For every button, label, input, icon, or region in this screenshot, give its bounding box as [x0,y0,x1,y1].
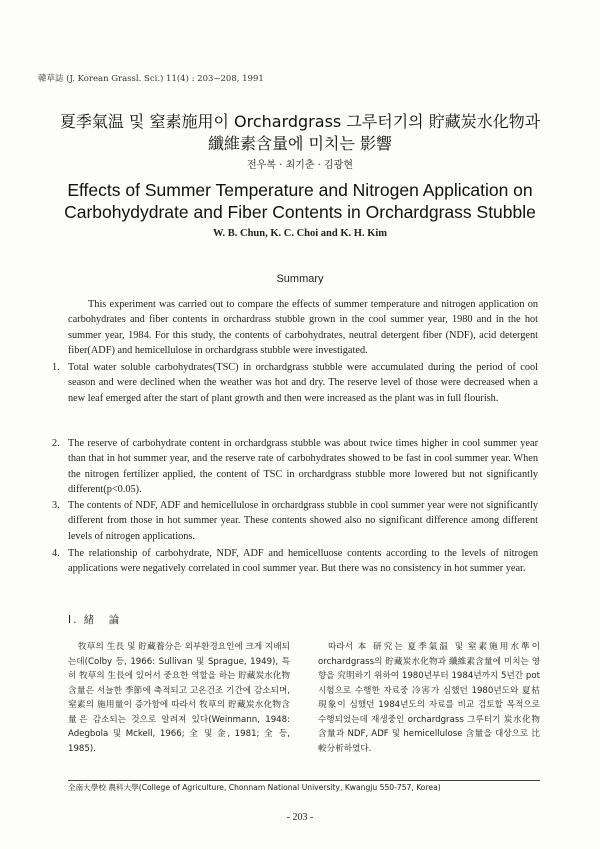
english-authors: W. B. Chun, K. C. Choi and K. H. Kim [212,228,388,239]
page-number: - 203 - [286,812,314,823]
introduction-right-column: 따라서 本 研究는 夏季氣温 및 窒素施用水準이 orchardgrass의 貯藏炭水化物과 纖維素含量에 미치는 영향을 究明하기 위하여 1980년부터 1984년까지 5년간 pot 시험으로 수행한 자료중 冷害가 심했던 1980년도와 夏枯現象이 심했던 1984년도의 자료를 비교 검토할 목적으로 수행되었는데 재생중인 orchardgrass 그루터기 炭水化物含量과 NDF, ADF 및 hemicellulose 含量을 대상으로 比較分析하였다. [318,642,540,754]
summary-item-number: 3. [52,500,60,511]
summary-item-text: The contents of NDF, ADF and hemicellulose in orchardgrass stubble in cool summer year were not significantly different from those in hot summer year. These contents showed also no significant difference among different levels of nitrogen applications. [68,500,538,542]
summary-item-number: 1. [52,362,60,373]
english-title-line-2: Carbohydydrate and Fiber Contents in Orchardgrass Stubble [64,202,536,222]
author-affiliation: 全南大學校 農科大學(College of Agriculture, Chonnam National University, Kwangju 550-757, Korea) [68,783,441,792]
korean-title-line-2: 纖維素含量에 미치는 影響 [208,134,392,153]
summary-item-text: The reserve of carbohydrate content in orchardgrass stubble was about twice times higher in cool summer year than that in hot summer year, and the reserve rate of carbohydrates showed to be fast in cool summer year. When the nitrogen fertilizer applied, the content of TSC in orchardgrass stubble more lowered but not significantly different(p<0.05). [68,438,538,496]
footnote-divider [68,780,540,781]
korean-authors: 전우복 · 최기춘 · 김광현 [246,160,353,171]
summary-item-number: 4. [52,548,60,559]
introduction-heading: I. 緒 論 [68,614,122,626]
summary-heading: Summary [276,273,324,285]
summary-item-text: Total water soluble carbohydrates(TSC) in orchardgrass stubble were accumulated during the period of cool season and were declined when the weather was hot and dry. The reserve level of those were decreased when a new leaf emerged after the start of plant growth and then were increased as the plant was in full flourish. [68,362,538,404]
english-title-line-1: Effects of Summer Temperature and Nitrogen Application on [67,180,533,200]
summary-item-number: 2. [52,438,60,449]
summary-item-text: The relationship of carbohydrate, NDF, ADF and hemicelluose contents according to the levels of nitrogen applications were negatively correlated in cool summer year. But there was no consistency in hot summer year. [68,548,538,575]
korean-title-line-1: 夏季氣温 및 窒素施用이 Orchardgrass 그루터기의 貯藏炭水化物과 [59,112,541,131]
introduction-left-column: 牧草의 生長 및 貯藏養分은 외부환경요인에 크게 지배되는데(Colby 등, 1966: Sullivan 및 Sprague, 1949), 특히 牧草의 生長에 있어서 중요한 역할을 하는 貯藏炭水化物含量은 서늘한 季節에 축적되고 고온건조 기간에 감소되며, 窒素의 施用量이 증가함에 따라서 牧草의 貯藏炭水化物含量은 감소되는 것으로 알려져 있다(Weinmann, 1948: Adegbola 및 Mckell, 1966; 全 및 金, 1981; 全 등, 1985). [68,642,290,754]
summary-item-2 [52,436,538,498]
summary-item-1 [52,360,538,406]
summary-item-4 [52,546,538,577]
journal-reference: 韓草誌 (J. Korean Grassl. Sci.) 11(4) : 203~208, 1991 [38,74,264,84]
summary-intro: This experiment was carried out to compare the effects of summer temperature and nitrogen application on carbohydrates and fiber contents in orchardrass stubble grown in the cool summer year, 1980 and in the hot summer year, 1984. For this study, the contents of carbohydrates, neutral detergent fiber (NDF), acid detergent fiber(ADF) and hemicellulose in orchardgrass stubble were investigated. [68,299,538,357]
summary-item-3 [52,498,538,544]
